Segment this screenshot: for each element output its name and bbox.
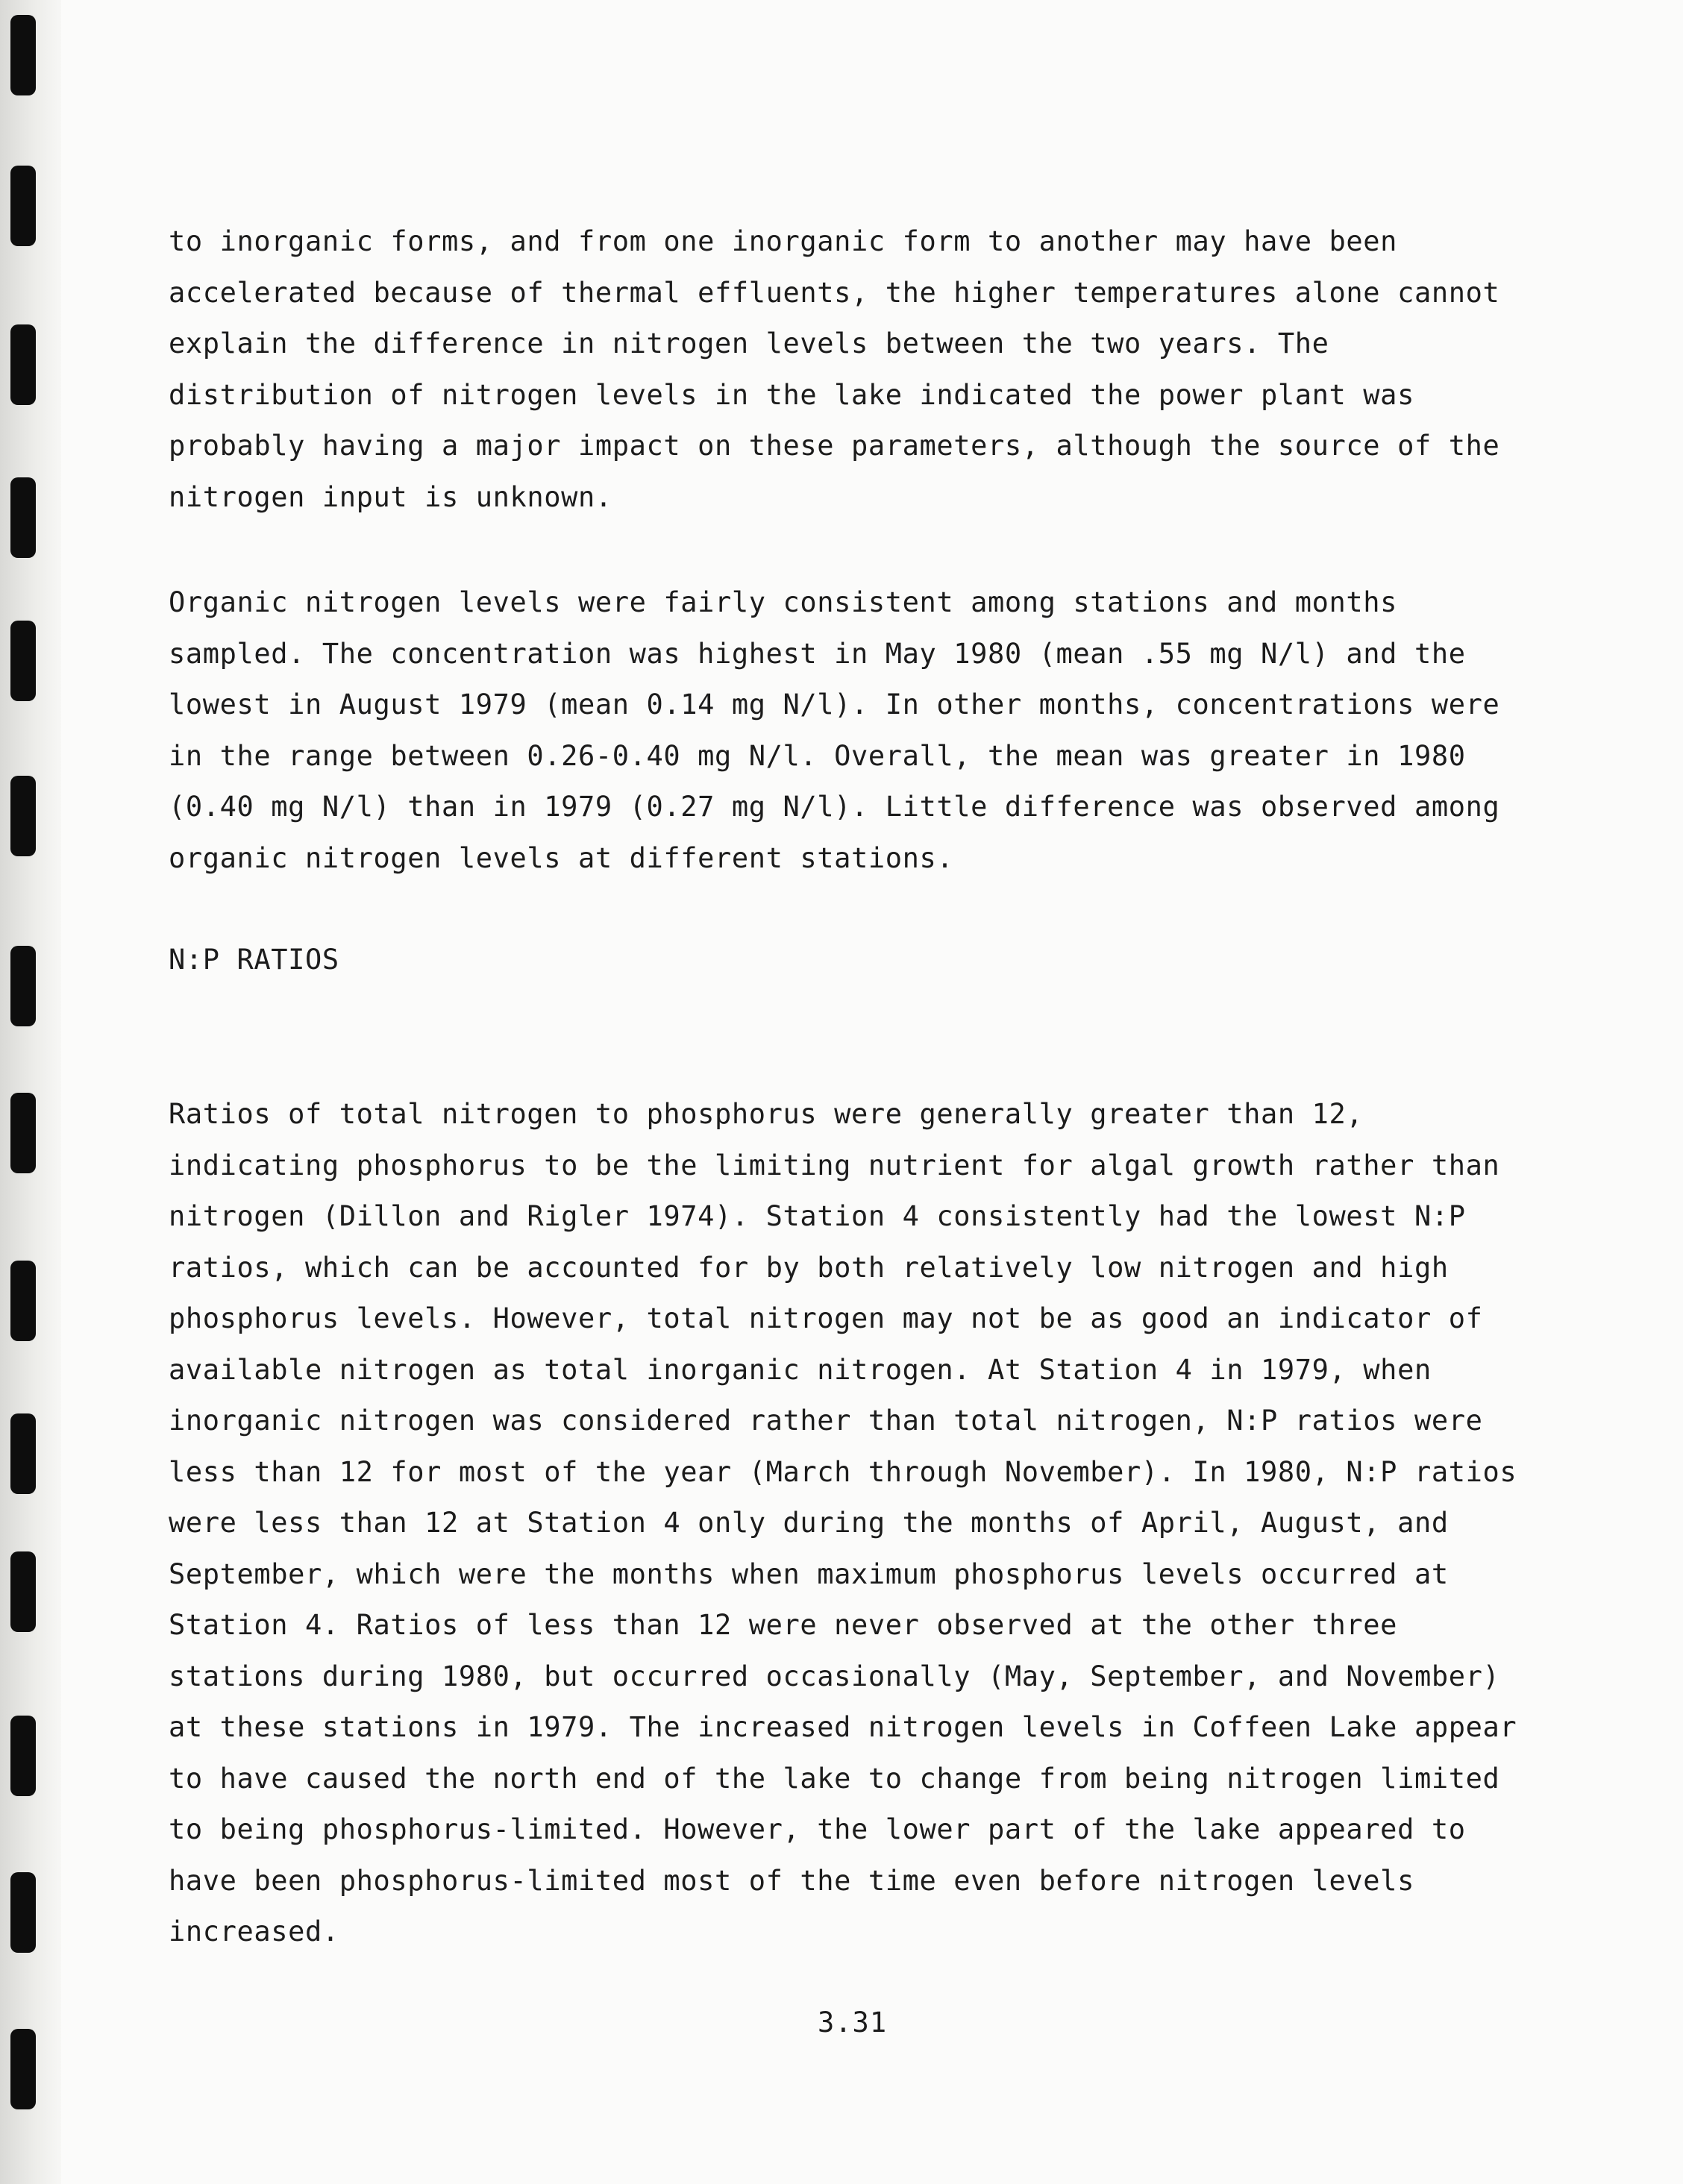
text-line: indicating phosphorus to be the limiting nutrient for algal growth rather than <box>169 1149 1500 1182</box>
text-line: probably having a major impact on these parameters, although the source of the <box>169 430 1500 462</box>
paragraph-organic-nitrogen <box>169 577 1549 884</box>
text-line: to inorganic forms, and from one inorganic form to another may have been <box>169 225 1398 257</box>
binding-strip <box>0 0 61 2184</box>
text-line: distribution of nitrogen levels in the lake indicated the power plant was <box>169 378 1414 411</box>
text-line: in the range between 0.26-0.40 mg N/l. Overall, the mean was greater in 1980 <box>169 739 1466 772</box>
text-line: accelerated because of thermal effluents, the higher temperatures alone cannot <box>169 276 1500 309</box>
text-line: nitrogen (Dillon and Rigler 1974). Station 4 consistently had the lowest N:P <box>169 1200 1466 1232</box>
text-line: ratios, which can be accounted for by both relatively low nitrogen and high <box>169 1251 1449 1284</box>
punch-hole <box>10 477 36 558</box>
text-line: Ratios of total nitrogen to phosphorus were generally greater than 12, <box>169 1098 1364 1130</box>
text-line: lowest in August 1979 (mean 0.14 mg N/l). In other months, concentrations were <box>169 688 1500 721</box>
text-line: increased. <box>169 1915 339 1948</box>
punch-hole <box>10 946 36 1026</box>
text-line: to have caused the north end of the lake to change from being nitrogen limited <box>169 1762 1500 1795</box>
text-line: have been phosphorus-limited most of the time even before nitrogen levels <box>169 1864 1414 1897</box>
text-line: Station 4. Ratios of less than 12 were never observed at the other three <box>169 1609 1398 1641</box>
page-number: 3.31 <box>818 2006 888 2039</box>
text-line: nitrogen input is unknown. <box>169 480 612 513</box>
paragraph-nitrogen-sources <box>169 216 1549 523</box>
punch-hole <box>10 2029 36 2109</box>
text-line: sampled. The concentration was highest in May 1980 (mean .55 mg N/l) and the <box>169 637 1466 670</box>
section-heading: N:P RATIOS <box>169 944 339 976</box>
punch-hole <box>10 1716 36 1796</box>
text-line: explain the difference in nitrogen levels between the two years. The <box>169 327 1329 360</box>
text-line: organic nitrogen levels at different stations. <box>169 841 954 874</box>
text-line: at these stations in 1979. The increased nitrogen levels in Coffeen Lake appear <box>169 1711 1517 1743</box>
punch-hole <box>10 1093 36 1173</box>
punch-hole <box>10 324 36 405</box>
punch-hole <box>10 1261 36 1341</box>
punch-hole <box>10 1872 36 1953</box>
text-line: Organic nitrogen levels were fairly consistent among stations and months <box>169 586 1398 618</box>
text-line: phosphorus levels. However, total nitrogen may not be as good an indicator of <box>169 1302 1483 1334</box>
punch-hole <box>10 1413 36 1494</box>
text-line: stations during 1980, but occurred occasionally (May, September, and November) <box>169 1660 1500 1692</box>
punch-hole <box>10 15 36 95</box>
text-line: were less than 12 at Station 4 only during the months of April, August, and <box>169 1507 1449 1539</box>
text-line: (0.40 mg N/l) than in 1979 (0.27 mg N/l). Little difference was observed among <box>169 791 1500 823</box>
text-line: available nitrogen as total inorganic nitrogen. At Station 4 in 1979, when <box>169 1353 1432 1386</box>
punch-hole <box>10 1551 36 1632</box>
text-line: to being phosphorus-limited. However, the lower part of the lake appeared to <box>169 1813 1466 1845</box>
text-line: September, which were the months when maximum phosphorus levels occurred at <box>169 1557 1449 1590</box>
punch-hole <box>10 166 36 246</box>
punch-hole <box>10 621 36 701</box>
punch-hole <box>10 776 36 856</box>
text-line: inorganic nitrogen was considered rather than total nitrogen, N:P ratios were <box>169 1405 1483 1437</box>
paragraph-np-ratios <box>169 1089 1549 1958</box>
text-line: less than 12 for most of the year (March through November). In 1980, N:P ratios <box>169 1455 1517 1488</box>
